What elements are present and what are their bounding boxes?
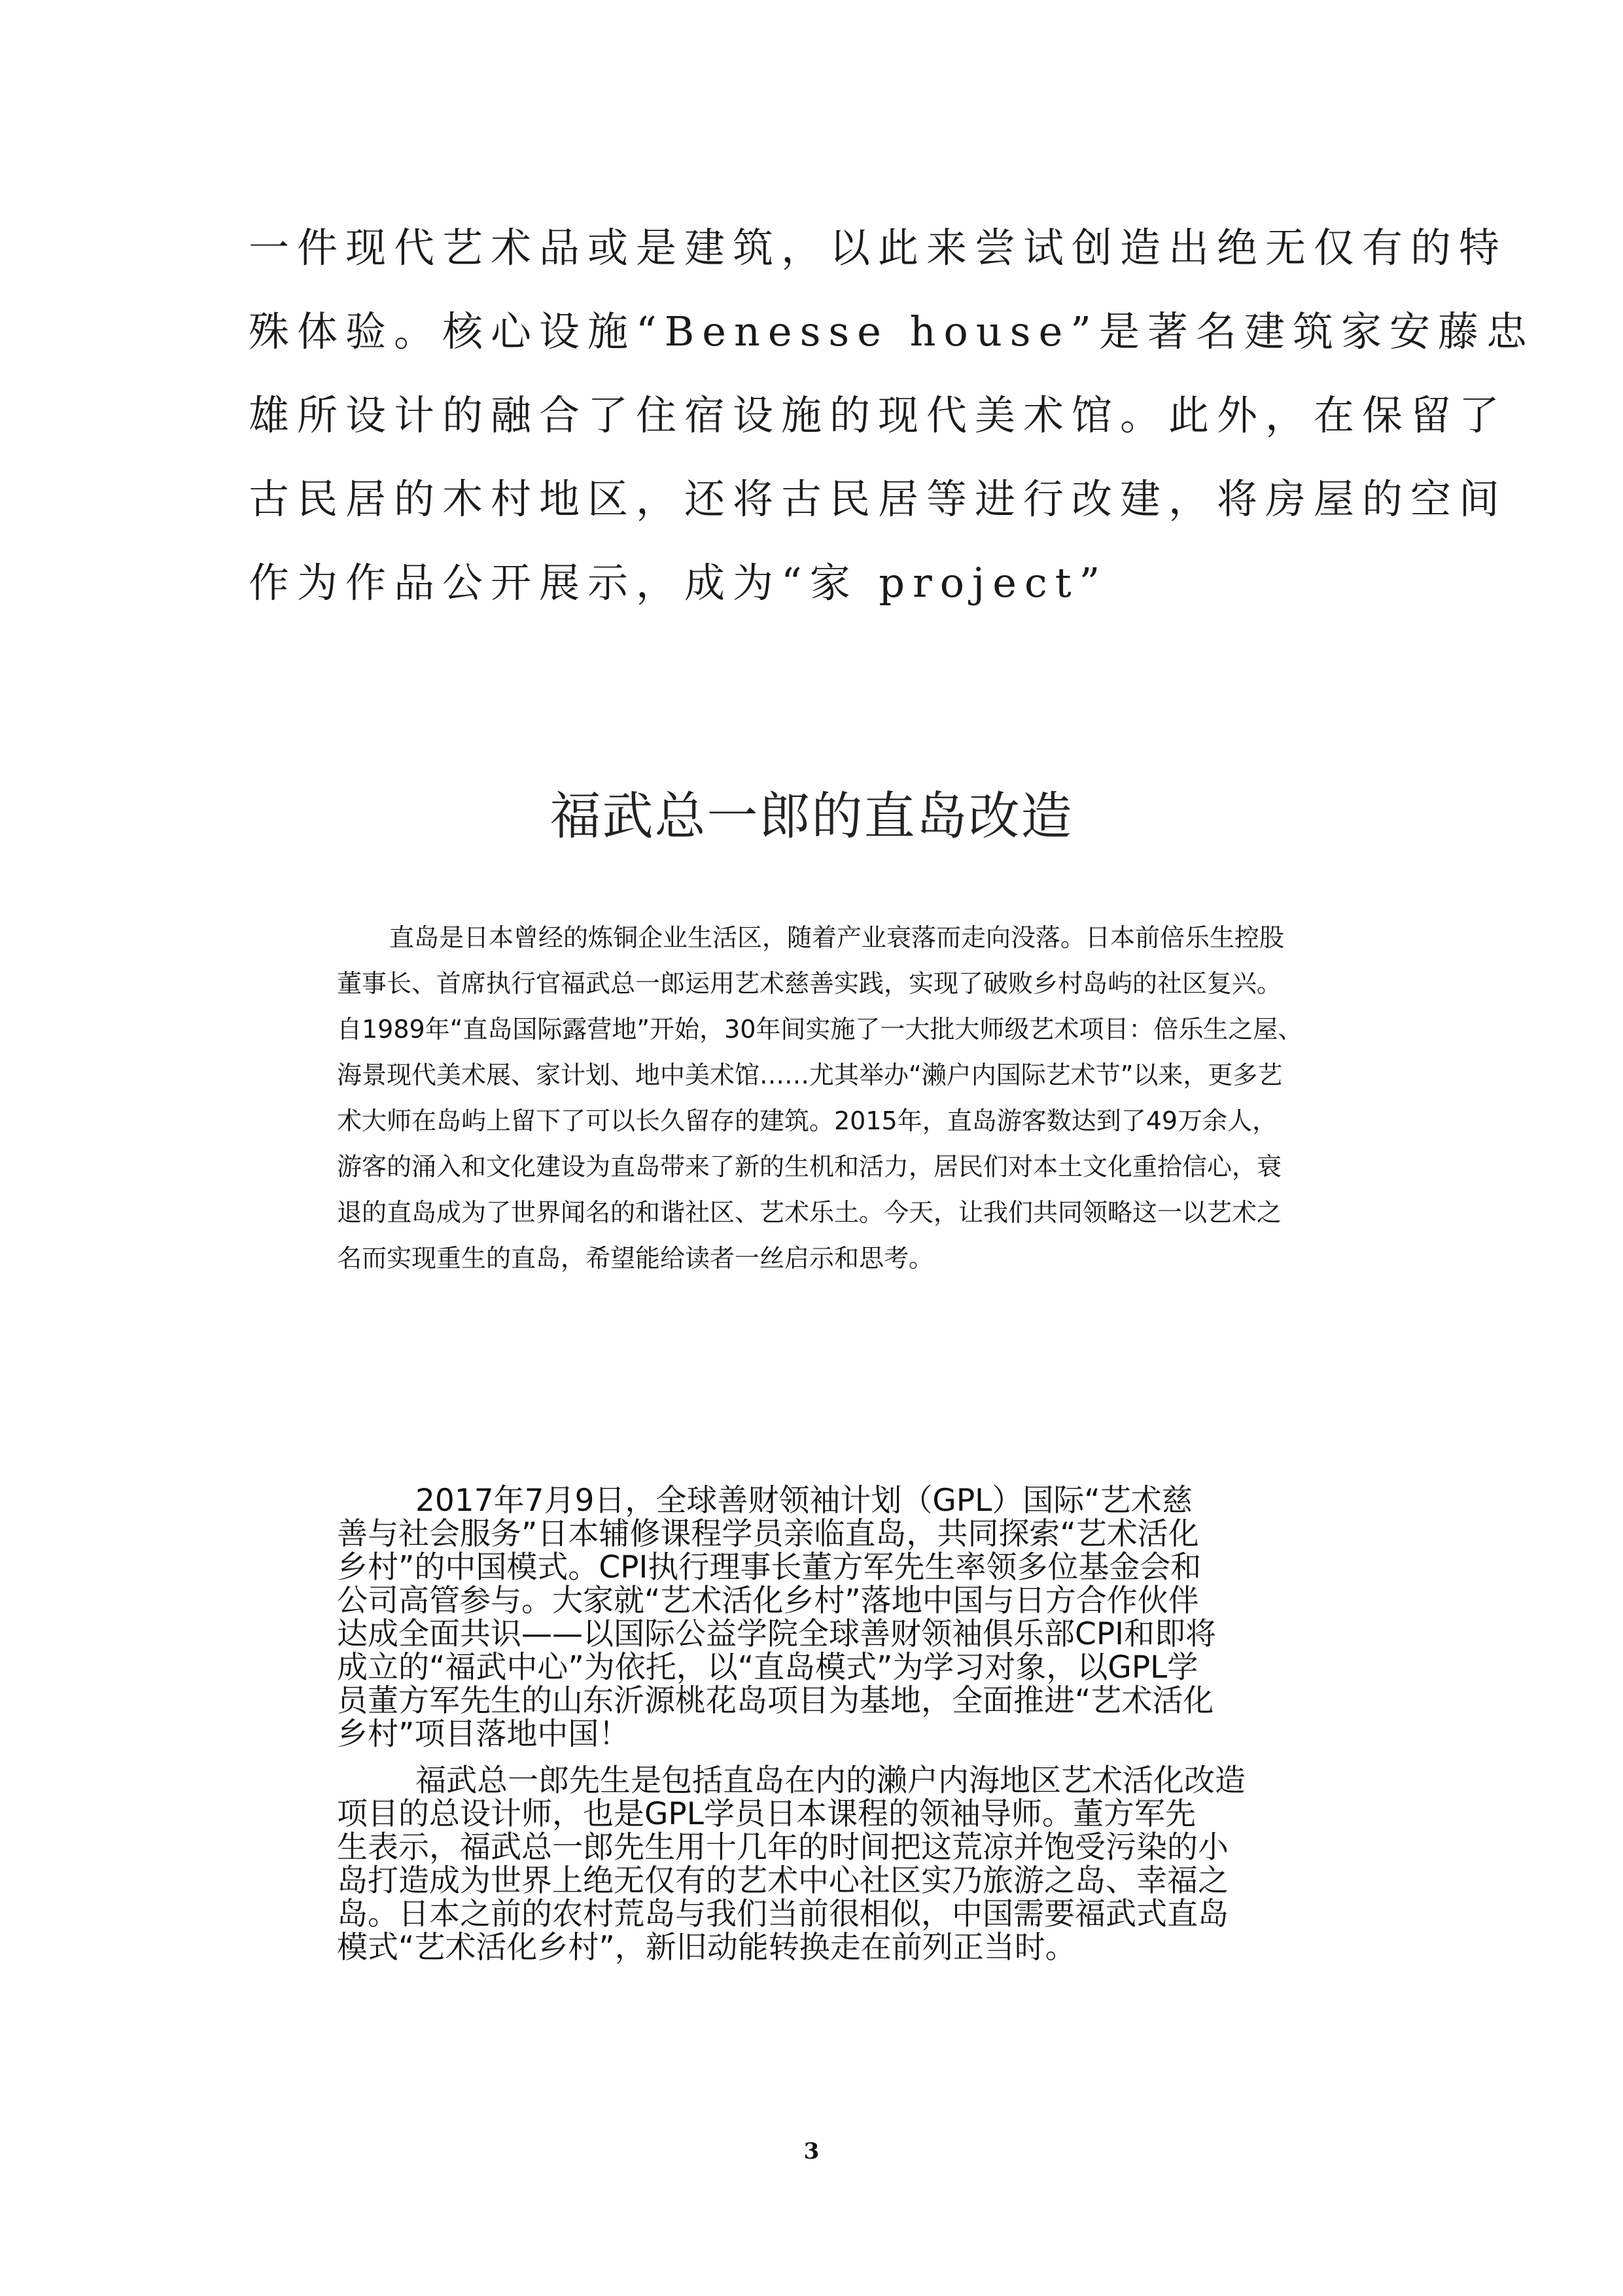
intro-line: 直岛是日本曾经的炼铜企业生活区，随着产业衰落而走向没落。日本前倍乐生控股 — [389, 923, 1285, 952]
news-block — [337, 1484, 1318, 1977]
intro-line: 名而实现重生的直岛，希望能给读者一丝启示和思考。 — [337, 1244, 934, 1273]
news-line: 成立的“福武中心”为依托，以“直岛模式”为学习对象，以GPL学 — [337, 1650, 1198, 1686]
news-line: 达成全面共识——以国际公益学院全球善财领袖俱乐部CPI和即将 — [337, 1616, 1217, 1652]
paragraph-line: 一件现代艺术品或是建筑，以此来尝试创造出绝无仅有的特 — [249, 224, 1508, 272]
news-line: 岛打造成为世界上绝无仅有的艺术中心社区实乃旅游之岛、幸福之 — [337, 1863, 1229, 1899]
news-line: 2017年7月9日，全球善财领袖计划（GPL）国际“艺术慈 — [415, 1483, 1193, 1519]
news-line: 生表示，福武总一郎先生用十几年的时间把这荒凉并饱受污染的小 — [337, 1829, 1229, 1865]
news-paragraph-1 — [337, 1484, 1318, 1751]
intro-paragraph — [337, 915, 1331, 1281]
news-paragraph-2 — [337, 1764, 1318, 1964]
intro-line: 自1989年“直岛国际露营地”开始，30年间实施了一大批大师级艺术项目：倍乐生之屋、 — [337, 1015, 1303, 1044]
intro-line: 董事长、首席执行官福武总一郎运用艺术慈善实践，实现了破败乡村岛屿的社区复兴。 — [337, 969, 1282, 998]
paragraph-line: 作为作品公开展示，成为“家 project” — [249, 559, 1108, 607]
paragraph-line: 古民居的木村地区，还将古民居等进行改建，将房屋的空间 — [249, 475, 1508, 523]
section-heading: 福武总一郎的直岛改造 — [550, 787, 1073, 846]
news-line: 乡村”的中国模式。CPI执行理事长董方军先生率领多位基金会和 — [337, 1549, 1202, 1585]
news-line: 模式“艺术活化乡村”，新旧动能转换走在前列正当时。 — [337, 1930, 1076, 1966]
news-line: 员董方军先生的山东沂源桃花岛项目为基地，全面推进“艺术活化 — [337, 1683, 1214, 1719]
news-line: 福武总一郎先生是包括直岛在内的濑户内海地区艺术活化改造 — [415, 1763, 1246, 1799]
paragraph-line: 雄所设计的融合了住宿设施的现代美术馆。此外，在保留了 — [249, 391, 1508, 439]
intro-line: 退的直岛成为了世界闻名的和谐社区、艺术乐土。今天，让我们共同领略这一以艺术之 — [337, 1198, 1282, 1227]
page-number: 3 — [803, 2138, 820, 2164]
intro-line: 游客的涌入和文化建设为直岛带来了新的生机和活力，居民们对本土文化重拾信心，衰 — [337, 1152, 1282, 1181]
news-line: 岛。日本之前的农村荒岛与我们当前很相似，中国需要福武式直岛 — [337, 1896, 1229, 1932]
intro-line: 术大师在岛屿上留下了可以长久留存的建筑。2015年，直岛游客数达到了49万余人， — [337, 1106, 1278, 1135]
continuation-paragraph — [249, 206, 1535, 625]
intro-line: 海景现代美术展、家计划、地中美术馆……尤其举办“濑户内国际艺术节”以来，更多艺 — [337, 1061, 1283, 1089]
paragraph-line: 殊体验。核心设施“Benesse house”是著名建筑家安藤忠 — [249, 308, 1535, 355]
news-line: 项目的总设计师，也是GPL学员日本课程的领袖导师。董方军先 — [337, 1796, 1196, 1832]
news-line: 善与社会服务”日本辅修课程学员亲临直岛，共同探索“艺术活化 — [337, 1516, 1199, 1552]
news-line: 公司高管参与。大家就“艺术活化乡村”落地中国与日方合作伙伴 — [337, 1583, 1199, 1619]
news-line: 乡村”项目落地中国！ — [337, 1716, 630, 1752]
